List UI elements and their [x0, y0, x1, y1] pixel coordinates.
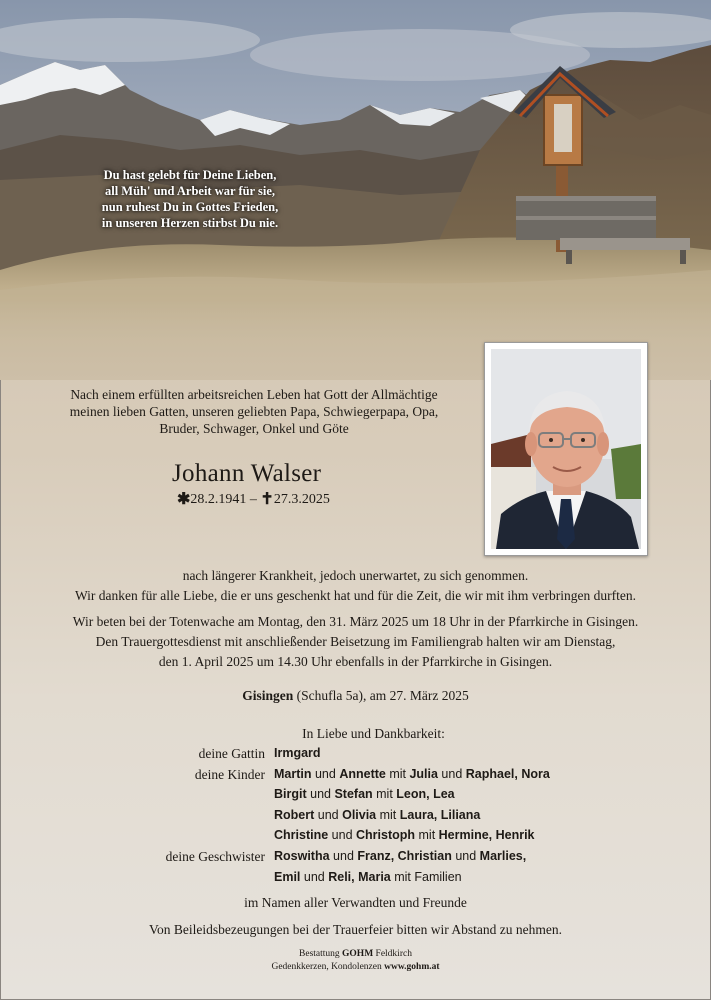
- person-name: Stefan: [334, 787, 373, 802]
- person-name: Robert: [274, 807, 315, 822]
- survivor-names: [274, 808, 480, 822]
- person-name: Marlies,: [479, 849, 527, 863]
- poem-line: Du hast gelebt für Deine Lieben,: [103, 168, 277, 182]
- person-name: Reli, Maria: [328, 869, 391, 884]
- service-text: [0, 612, 711, 672]
- dedication-text: In Liebe und Dankbarkeit:: [302, 726, 445, 741]
- poem-line: all Müh' und Arbeit war für sie,: [104, 184, 276, 198]
- company-name: GOHM: [342, 949, 374, 959]
- place-date: [0, 686, 711, 706]
- text-line: Den Trauergottesdienst mit anschließender Beisetzung im Familiengrab halten wir am Dienstag,: [95, 634, 616, 649]
- relatives-line: [0, 893, 711, 913]
- survivor-names: [274, 767, 550, 781]
- deceased-name: Johann Walser: [172, 460, 322, 487]
- person-name: Raphael, Nora: [465, 766, 550, 781]
- relation-label: deine Gattin: [198, 746, 265, 761]
- text-line: Wir danken für alle Liebe, die er uns geschenkt hat und für die Zeit, die wir mit ihm verbringen durften.: [74, 588, 637, 603]
- survivor-names: [274, 828, 535, 842]
- connector-text: mit: [415, 828, 439, 843]
- person-name: Laura, Liliana: [399, 807, 481, 822]
- connector-text: mit: [372, 787, 397, 802]
- birth-star-icon: ✱: [177, 491, 191, 508]
- connector-text: mit: [376, 807, 400, 822]
- survivor-names: [274, 746, 321, 760]
- passing-text: [0, 566, 711, 606]
- relatives-text: im Namen aller Verwandten und Freunde: [244, 895, 467, 910]
- person-name: Roswitha: [274, 849, 330, 863]
- person-name: Christine: [274, 828, 329, 843]
- intro-line: Bruder, Schwager, Onkel und Göte: [159, 421, 349, 436]
- condolence-text: Von Beileidsbezeugungen bei der Trauerfeier bitten wir Abstand zu nehmen.: [149, 922, 562, 937]
- connector-text: mit Familien: [390, 869, 462, 884]
- connector-text: und: [328, 828, 356, 843]
- text-line: den 1. April 2025 um 14.30 Uhr ebenfalls in der Pfarrkirche in Gisingen.: [158, 654, 553, 669]
- connector-text: und: [329, 849, 358, 863]
- survivor-row: [0, 849, 711, 870]
- person-name: Olivia: [342, 807, 377, 822]
- connector-text: und: [451, 849, 480, 863]
- place-name: Gisingen: [242, 688, 294, 703]
- relation-label: deine Geschwister: [165, 849, 265, 864]
- person-name: Martin: [274, 766, 312, 781]
- footer-label: Bestattung: [299, 949, 343, 959]
- person-name: Franz, Christian: [357, 849, 452, 863]
- services-text: Gedenkkerzen, Kondolenzen: [271, 962, 385, 972]
- life-dates: [177, 489, 330, 509]
- address-date: (Schufla 5a), am 27. März 2025: [293, 688, 469, 703]
- survivor-names: [274, 870, 462, 884]
- intro-text: [40, 386, 468, 437]
- text-line: nach längerer Krankheit, jedoch unerwartet, zu sich genommen.: [182, 568, 529, 583]
- survivor-row: [0, 746, 711, 767]
- person-name: Annette: [339, 766, 386, 781]
- survivor-names: [274, 849, 526, 863]
- survivor-row: [0, 828, 711, 849]
- person-name: Birgit: [274, 787, 307, 802]
- relation-label: deine Kinder: [194, 766, 265, 782]
- survivor-row: [0, 870, 711, 891]
- website-link[interactable]: www.gohm.at: [384, 962, 440, 972]
- connector-text: und: [311, 766, 340, 781]
- connector-text: und: [437, 766, 466, 781]
- poem-line: in unseren Herzen stirbst Du nie.: [101, 216, 279, 230]
- person-name: Christoph: [356, 828, 416, 843]
- death-cross-icon: ✝: [260, 491, 274, 508]
- person-name: Irmgard: [274, 746, 321, 760]
- person-name: Julia: [409, 766, 438, 781]
- connector-text: und: [306, 787, 335, 802]
- memorial-poem: [60, 167, 320, 231]
- condolence-note: [0, 920, 711, 940]
- footer-line-1: [0, 948, 711, 961]
- connector-text: und: [314, 807, 343, 822]
- footer-line-2: [0, 961, 711, 974]
- portrait-photo: [491, 349, 641, 549]
- connector-text: mit: [385, 766, 410, 781]
- survivor-row: [0, 787, 711, 808]
- intro-line: Nach einem erfüllten arbeitsreichen Leben hat Gott der Allmächtige: [70, 387, 438, 402]
- intro-line: meinen lieben Gatten, unseren geliebten Papa, Schwiegerpapa, Opa,: [69, 404, 439, 419]
- person-name: Hermine, Henrik: [438, 828, 535, 843]
- portrait-frame: [484, 342, 648, 556]
- death-date: 27.3.2025: [273, 492, 330, 507]
- text-line: Wir beten bei der Totenwache am Montag, den 31. März 2025 um 18 Uhr in der Pfarrkirche in Gisingen.: [72, 614, 639, 629]
- dedication: [0, 724, 711, 744]
- survivor-row: [0, 767, 711, 788]
- poem-line: nun ruhest Du in Gottes Frieden,: [101, 200, 279, 214]
- survivor-row: [0, 808, 711, 829]
- birth-date: 28.2.1941: [190, 492, 247, 507]
- survivor-names: [274, 787, 455, 801]
- connector-text: und: [300, 869, 329, 884]
- person-name: Leon, Lea: [396, 787, 455, 802]
- date-separator: –: [246, 492, 261, 507]
- company-city: Feldkirch: [373, 949, 412, 959]
- funeral-home-footer: [0, 948, 711, 974]
- person-name: Emil: [274, 869, 301, 884]
